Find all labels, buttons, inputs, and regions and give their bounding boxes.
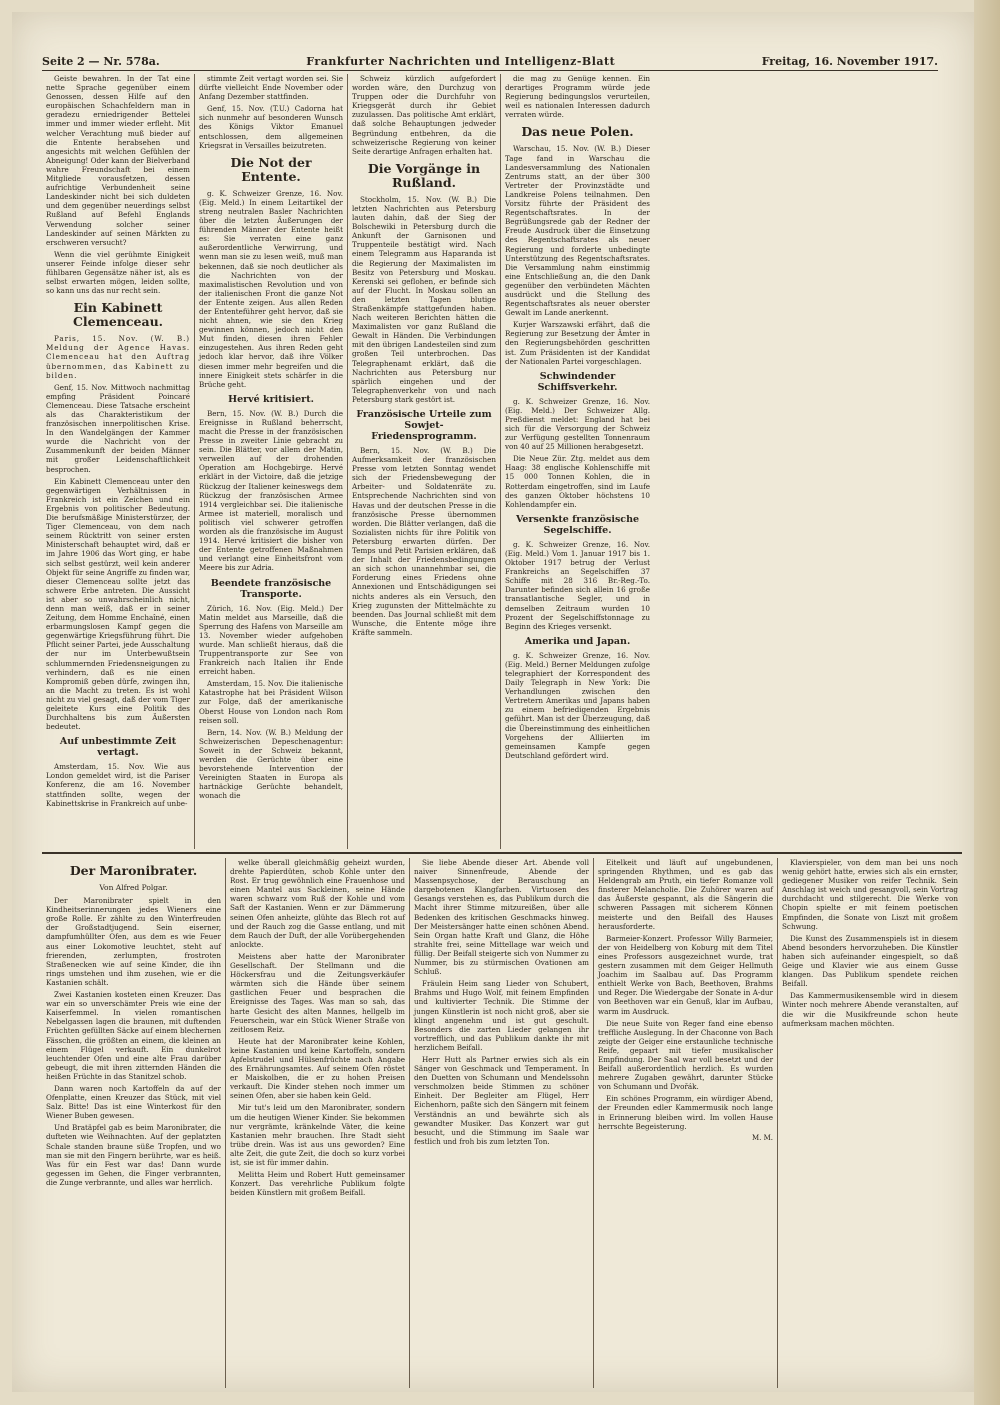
- paragraph: Geiste bewahren. In der Tat eine nette Sprache gegenüber einem Genossen, dessen Hilfe auf den europäischen Schachfeldern man in geradezu erniedrigender Bettelei immer und immer wieder erfleht. Mit welcher Verachtung muß bieder auf die Entente herabsehen und angesichts mit welchen Gefühlen der Abneigung! Oder kann der Bielverband wahre Freundschaft bei einem Mitgliede vorausfetzen, dessen aufrichtige Verbundenheit seine Landeskinder nicht bei sich duldeten und dem gegenüber neuerdings selbst Rußland auf Befehl Englands Verwendung solcher seiner Landeskinder auf seinen Märkten zu erschweren versucht?: [46, 74, 190, 247]
- headline-herve: Hervé kritisiert.: [228, 393, 314, 405]
- newspaper-page: [12, 12, 974, 1392]
- feuilleton-divider: [42, 852, 962, 854]
- paragraph: Herr Hutt als Partner erwies sich als ein Sänger von Geschmack und Temperament. In den Duetten von Schumann und Mendelssohn verschmolzen beide Stimmen zu schöner Einheit. Der Begleiter am Flügel, Herr Eichenhorn, paßte sich den Sängern mit feinem Verständnis an und bewährte sich als gewandter Musiker. Das Konzert war gut besucht, und die Stimmung im Saale war festlich und froh bis zum letzten Ton.: [414, 1054, 589, 1146]
- paragraph: g. K. Schweizer Grenze, 16. Nov. (Eig. Meld.) Vom 1. Januar 1917 bis 1. Oktober 1917 betrug der Verlust Frankreichs an Segelschiffen 37 Schiffe mit 28 316 Br.-Reg.-To. Darunter befinden sich allein 16 große transatlantische Segler, und in demselben Zeitraum wurden 10 Prozent der Segelschiffstonnage zu Beginn des Krieges versenkt.: [505, 539, 650, 631]
- feuilleton-section: [42, 858, 962, 1388]
- paragraph: Eitelkeit und läuft auf ungebundenen, springenden Rhythmen, und es gab das Heldengrab am Pruth, ein tiefer Romanze voll finsterer Melancholie. Die Zuhörer waren auf das Äußerste gespannt, als die Sängerin die schweren Passagen mit sicherem Können meisterte und den Beifall des Hauses herausforderte.: [598, 858, 773, 931]
- masthead-title: Frankfurter Nachrichten und Intelligenz-Blatt: [306, 54, 616, 68]
- headline-transporte: Beendete französische Transporte.: [210, 577, 332, 600]
- paragraph: Sie liebe Abende dieser Art. Abende voll naiver Sinnenfreude, Abende der Massenpsychose, der Berauschung an dargebotenen Klangfarben. Virtuosen des Gesangs verstehen es, das Publikum durch die Macht ihrer Stimme mitzureißen, über alle Bedenken des kritischen Geschmacks hinweg. Der Meistersänger hatte einen schönen Abend. Sein Organ hatte Kraft und Glanz, die Höhe strahlte frei, seine Mittellage war weich und füllig. Der Beifall steigerte sich von Nummer zu Nummer, bis zu stürmischen Ovationen am Schluß.: [414, 858, 589, 977]
- feuilleton-column-4: [594, 858, 778, 1388]
- page-number: Seite 2 — Nr. 578a.: [42, 54, 160, 68]
- feuilleton-title: Der Maronibrater.: [69, 863, 198, 878]
- paragraph: Ein schönes Programm, ein würdiger Abend, der Freunden edler Kammermusik noch lange in Erinnerung bleiben wird. Im vollen Hause herrschte Begeisterung.: [598, 1094, 773, 1131]
- paragraph: Ein Kabinett Clemenceau unter den gegenwärtigen Verhältnissen in Frankreich ist ein Zeichen und ein Ergebnis von politischer Bedeutung. Die berufsmäßige Ministerstürzer, der Tiger Clemenceau, von dem nach seinem Rücktritt von seiner ersten Ministerschaft behauptet wird, daß er im Jahre 1906 das Wort ging, er habe sich selbst gestürzt, weil kein anderer Objekt für seine Angriffe zu finden war, dieser Clemenceau sollte jetzt das schwere Erbe antreten. Die Aussicht ist aber so unwahrscheinlich nicht, denn man weiß, daß er in seiner Zeitung, dem Homme Enchaîné, einen erbarmungslosen Kampf gegen die gegenwärtige Kriegsführung führt. Die Pflicht seiner Partei, jede Ausschaltung der nur im Unterbewußtsein schlummernden Friedensneigungen zu verhindern, daß es nie einen Kompromiß geben dürfe, zwingen ihn, an die Macht zu treten. Es ist wohl nicht zu viel gesagt, daß der vom Tiger geleitete Kurs eine Politik des Durchhaltens bis zum Äußersten bedeutet.: [46, 476, 190, 732]
- paragraph: Amsterdam, 15. Nov. Wie aus London gemeldet wird, ist die Pariser Konferenz, die am 16. November stattfinden sollte, wegen der Kabinettskrise in Frankreich auf unbe-: [46, 762, 190, 808]
- paragraph: Schweiz kürzlich aufgefordert worden wäre, den Durchzug von Truppen oder die Durchfuhr von Kriegsgerät durch ihr Gebiet zuzulassen. Das politische Amt erklärt, daß solche Behauptungen jedweder Begründung entbehren, da die schweizerische Regierung von keiner Seite derartige Anfragen erhalten hat.: [352, 74, 496, 156]
- paragraph: Melitta Heim und Robert Hutt gemeinsamer Konzert. Das verehrliche Publikum folgte beiden Künstlern mit großem Beifall.: [230, 1170, 405, 1198]
- feuilleton-column-2: [226, 858, 410, 1388]
- column-3: [348, 74, 501, 849]
- feuilleton-column-5: [778, 858, 962, 1388]
- page-edge: [974, 0, 1000, 1405]
- paragraph: Warschau, 15. Nov. (W. B.) Dieser Tage fand in Warschau die Landesversammlung des Nationalen Zentrums statt, an der über 300 Vertreter der Provinzstädte und Landkreise Polens teilnahmen. Den Vorsitz führte der Präsident des Regentschaftsrates. In der Begrüßungsrede gab der Redner der Freude Ausdruck über die Einsetzung des Regentschaftsrates als neuer Regierung und forderte unbedingte Unterstützung des Regentschaftsrates. Die Versammlung nahm einstimmig eine Entschließung an, die den Dank gegenüber den verbündeten Mächten ausdrückt und die Stellung des Regentschaftsrates als neuer oberster Gewalt im Lande anerkennt.: [505, 144, 650, 318]
- headline-segelschiffe: Versenkte französische Segelschiffe.: [515, 513, 640, 536]
- headline-kabinett-clemenceau: Ein Kabinett Clemenceau.: [72, 300, 164, 330]
- paragraph: die mag zu Genüge kennen. Ein derartiges Programm würde jede Regierung bedingungslos verurteilen, weil es nationalen Interessen dadurch verraten würde.: [505, 74, 650, 120]
- paragraph: Die Neue Zür. Ztg. meldet aus dem Haag: 38 englische Kohlenschiffe mit 15 000 Tonnen Kohlen, die in Rotterdam eingetroffen, sind im Laufe des ganzen Oktober höchstens 10 Kohlendampfer ein.: [505, 454, 650, 509]
- headline-urteile: Französische Urteile zum Sowjet-Friedensprogramm.: [356, 409, 492, 442]
- paragraph: g. K. Schweizer Grenze, 16. Nov. (Eig. Meld.) In einem Leitartikel der streng neutralen Basler Nachrichten über die letzten Äußerungen der führenden Männer der Entente heißt es: Sie verraten eine ganz außerordentliche Verwirrung, und wenn man sie zu lesen weiß, muß man bekennen, daß sie noch deutlicher als die Nachrichten von der maximalistischen Revolution und von der italienischen Front die ganze Not der Entente zeigen. Aus allen Reden der Ententeführer geht hervor, daß sie nicht ahnen, wie sie den Krieg gewinnen können, jedoch nicht den Mut finden, diesen ihren Fehler einzugestehen. Aus ihren Reden geht jedoch klar hervor, daß ihre Völker diesen immer mehr begreifen und die innere Einigkeit stets schärfer in die Brüche geht.: [199, 188, 343, 389]
- headline-neue-polen: Das neue Polen.: [521, 124, 634, 140]
- paragraph: Bern, 15. Nov. (W. B.) Durch die Ereignisse in Rußland beherrscht, macht die Presse in der französischen Presse in zweiter Linie gebracht zu sein. Die Blätter, vor allem der Matin, verweilen auf der drohenden Operation am Hochgebirge. Hervé erklärt in der Victoire, daß die jetzige Rückzug der Italiener keineswegs dem Rückzug der französischen Armee 1914 vergleichbar sei. Die italienische Armee ist materiell, moralisch und politisch viel schwerer getroffen worden als die französische im August 1914. Hervé kritisiert die bisher von der Entente getroffenen Maßnahmen und verlangt eine Einheitsfront vom Meere bis zur Adria.: [199, 408, 343, 573]
- paragraph: Kurjer Warszawski erfährt, daß die Regierung zur Besetzung der Ämter in den Regierungsbehörden geschritten ist. Zum Präsidenten ist der Kandidat der Nationalen Partei vorgeschlagen.: [505, 320, 650, 366]
- paragraph: Die Kunst des Zusammenspiels ist in diesem Abend besonders hervorzuheben. Die Künstler haben sich aufeinander eingespielt, so daß Geige und Klavier wie aus einem Gusse klangen. Das Publikum spendete reichen Beifall.: [782, 933, 958, 989]
- paragraph: Genf, 15. Nov. Mittwoch nachmittag empfing Präsident Poincaré Clemenceau. Diese Tatsache erscheint als das Charakteristikum der französischen innerpolitischen Krise. In den Wandelgängen der Kammer wurde die Nachricht von der Zusammenkunft der beiden Männer mit großer Leidenschaftlichkeit besprochen.: [46, 382, 190, 474]
- paragraph: Und Bratäpfel gab es beim Maronibrater, die dufteten wie Weihnachten. Auf der geplatzten Schale standen braune süße Tropfen, und wo man sie mit den Fingern berührte, war es heiß. Was für ein Fest war das! Dann wurde gegessen im Gehen, die Finger verbrannten, die Zunge verbrannte, und alles war herrlich.: [46, 1123, 221, 1187]
- paragraph: Fräulein Heim sang Lieder von Schubert, Brahms und Hugo Wolf, mit feinem Empfinden und kultivierter Technik. Die Stimme der jungen Künstlerin ist noch nicht groß, aber sie klingt angenehm und ist gut geschult. Besonders die zarten Lieder gelangen ihr vortrefflich, und das Publikum dankte ihr mit herzlichem Beifall.: [414, 979, 589, 1052]
- paragraph: Heute hat der Maronibrater keine Kohlen, keine Kastanien und keine Kartoffeln, sondern Apfelstrudel und Hülsenfrüchte nach Angabe des Ernährungsamtes. Auf seinem Ofen röstet er Maiskolben, die er zu hohen Preisen verkauft. Die Kinder stehen noch immer um seinen Ofen, aber sie haben kein Geld.: [230, 1036, 405, 1101]
- issue-date: Freitag, 16. November 1917.: [761, 54, 938, 68]
- paragraph: Das Kammermusikensemble wird in diesem Winter noch mehrere Abende veranstalten, auf die wir die Musikfreunde schon heute aufmerksam machen möchten.: [782, 991, 958, 1028]
- paragraph: g. K. Schweizer Grenze, 16. Nov. (Eig. Meld.) Der Schweizer Allg. Preßdienst meldet: England hat bei sich für die Versorgung der Schweiz zur Verfügung gestellten Tonnenraum von 40 auf 25 Millionen herabgesetzt.: [505, 396, 650, 452]
- column-4: [501, 74, 654, 849]
- headline-vertagt: Auf unbestimmte Zeit vertagt.: [59, 736, 177, 759]
- paragraph: Dann waren noch Kartoffeln da auf der Ofenplatte, einen Kreuzer das Stück, mit viel Salz. Bitte! Das ist eine Winterkost für den Wiener Buben gewesen.: [46, 1083, 221, 1121]
- signature: M. M.: [751, 1133, 773, 1142]
- paragraph: Klavierspieler, von dem man bei uns noch wenig gehört hatte, erwies sich als ein ernster, gediegener Musiker von reifer Technik. Sein Anschlag ist weich und gesangvoll, sein Vortrag durchdacht und stilgerecht. Die Werke von Chopin spielte er mit feinem poetischen Empfinden, die Sonate von Liszt mit großem Schwung.: [782, 858, 958, 931]
- byline: Von Alfred Polgar.: [99, 883, 168, 892]
- headline-russland: Die Vorgänge in Rußland.: [367, 160, 481, 190]
- paragraph: Paris, 15. Nov. (W. B.) Meldung der Agence Havas. Clemenceau hat den Auftrag übernommen, das Kabinett zu bilden.: [46, 334, 190, 380]
- paragraph: welke überall gleichmäßig geheizt wurden, drehte Papierdüten, schob Kohle unter den Rost. Er trug gewöhnlich eine Frauenhose und einen Mantel aus Sackleinen, seine Hände waren schwarz vom Ruß der Kohle und vom Saft der Kastanien. Wenn er zur Dämmerung seinen Ofen anheizte, glühte das Blech rot auf und der Rauch zog die Gasse entlang, und mit dem Rauch der Duft, der alle Vorübergehenden anlockte.: [230, 858, 405, 949]
- headline-schiffsverkehr: Schwindender Schiffsverkehr.: [537, 370, 618, 393]
- paragraph: Barmeier-Konzert. Professor Willy Barmeier, der von Heidelberg von Koburg mit dem Titel eines Professors ausgezeichnet wurde, trat gestern zusammen mit dem Geiger Hellmuth Joachim im Saalbau auf. Das Programm enthielt Werke von Bach, Beethoven, Brahms und Reger. Die Wiedergabe der Sonate in A-dur von Beethoven war ein Genuß, klar im Aufbau, warm im Ausdruck.: [598, 933, 773, 1016]
- paragraph: Wenn die viel gerühmte Einigkeit unserer Feinde infolge dieser sehr fühlbaren Gegensätze näher ist, als es selbst erwarten mögen, leiden sollte, so kann uns das nur recht sein.: [46, 249, 190, 296]
- paragraph: Stockholm, 15. Nov. (W. B.) Die letzten Nachrichten aus Petersburg lauten dahin, daß der Sieg der Bolschewiki in Petersburg durch die Ankunft der Garnisonen und Truppenteile bestätigt wird. Nach einem Telegramm aus Haparanda ist die Regierung der Maximalisten im Besitz von Petersburg und Moskau. Kerenski sei geflohen, er befinde sich auf der Flucht. In Moskau sollen an den letzten Tagen blutige Straßenkämpfe stattgefunden haben. Nach weiteren Berichten hätten die Maximalisten vor ganz Rußland die Gewalt in Händen. Die Verbindungen mit den übrigen Landesteilen sind zum großen Teil unterbrochen. Das Telegraphenamt erklärt, daß die Nachrichten aus Petersburg nur spärlich eingehen und der Telegraphenverkehr von und nach Petersburg stark gestört ist.: [352, 194, 496, 404]
- page-header: [42, 52, 938, 71]
- column-2: [195, 74, 348, 849]
- paragraph: Die neue Suite von Reger fand eine ebenso treffliche Auslegung. In der Chaconne von Bach zeigte der Geiger eine erstaunliche technische Reife, gepaart mit tiefer musikalischer Empfindung. Der Saal war voll besetzt und der Beifall außerordentlich herzlich. Es wurden mehrere Zugaben gewährt, darunter Stücke von Schumann und Dvořák.: [598, 1018, 773, 1092]
- feuilleton-column-3: [410, 858, 594, 1388]
- paragraph: stimmte Zeit vertagt worden sei. Sie dürfte vielleicht Ende November oder Anfang Dezember stattfinden.: [199, 74, 343, 102]
- paragraph: Zürich, 16. Nov. (Eig. Meld.) Der Matin meldet aus Marseille, daß die Sperrung des Hafens von Marseille am 13. November wieder aufgehoben wurde. Man schließt hieraus, daß die Truppentransporte zur See von Frankreich nach Italien ihr Ende erreicht haben.: [199, 603, 343, 677]
- upper-section: [42, 74, 962, 849]
- paragraph: Der Maronibrater spielt in den Kindheitserinnerungen jedes Wieners eine große Rolle. Er zählte zu den Winterfreuden der Großstadtjugend. Sein eiserner, dampfumhüllter Ofen, aus dem es wie Feuer aus einer Lokomotive leuchtet, steht auf frierenden, zerlumpten, frostroten Straßenecken wie auf seine Kinder, die ihn rings umstehen und ihm zusehen, wie er die Kastanien schält.: [46, 896, 221, 987]
- paragraph: Amsterdam, 15. Nov. Die italienische Katastrophe hat bei Präsident Wilson zur Folge, daß der amerikanische Oberst House von London nach Rom reisen soll.: [199, 679, 343, 725]
- paragraph: g. K. Schweizer Grenze, 16. Nov. (Eig. Meld.) Berner Meldungen zufolge telegraphiert der Korrespondent des Daily Telegraph in New York: Die Verhandlungen zwischen den Vertretern Amerikas und Japans haben zu einem befriedigenden Ergebnis geführt. Man ist der Überzeugung, daß die Übereinstimmung des einheitlichen Vorgehens der Alliierten im gemeinsamen Kampfe gegen Deutschland gefördert wird.: [505, 650, 650, 760]
- feuilleton-column-1: [42, 858, 226, 1388]
- paragraph: Bern, 14. Nov. (W. B.) Meldung der Schweizerischen Depeschenagentur: Soweit in der Schweiz bekannt, werden die Gerüchte über eine bevorstehende Intervention der Vereinigten Staaten in Europa als hartnäckige Gerüchte behandelt, wonach die: [199, 727, 343, 801]
- paragraph: Mir tut's leid um den Maronibrater, sondern um die heutigen Wiener Kinder. Sie bekommen nur vergrämte, kränkelnde Väter, die keine Kastanien mehr brauchen. Ihre Stadt sieht trübe drein. Was ist aus uns geworden? Eine alte Zeit, die gute Zeit, die doch so kurz vorbei ist, sie ist für immer dahin.: [230, 1103, 405, 1167]
- headline-not-der-entente: Die Not der Entente.: [230, 154, 312, 184]
- paragraph: Zwei Kastanien kosteten einen Kreuzer. Das war ein so unverschämter Preis wie eine der Kaiserfemmel. In vielen romantischen Nebelgassen lagen die braunen, mit duftenden Früchten gefüllten Säcke auf einem blechernen Fässchen, die größten an einem, die kleinen an einem Flügel verkauft. Ein dunkelrot leuchtender Ofen und eine alte Frau darüber gebeugt, die mit ihren zitternden Händen die heißen Früchte in das Stanitzel schob.: [46, 990, 221, 1081]
- paragraph: Bern, 15. Nov. (W. B.) Die Aufmerksamkeit der französischen Presse vom letzten Sonntag wendet sich der Friedensbewegung der Arbeiter- und Soldatenräte zu. Entsprechende Nachrichten sind von Havas und der deutschen Presse in die französische Presse übernommen worden. Die Blätter verlangen, daß die Sozialisten nichts für ihre Politik von Petersburg erwarten dürfen. Der Temps und Petit Parisien erklären, daß der Inhalt der Friedensbedingungen an sich schon unannehmbar sei, die Forderung eines Friedens ohne Annexionen und Entschädigungen sei nichts anderes als ein Versuch, den Krieg zugunsten der Mittelmächte zu beenden. Das Journal schließt mit dem Wunsche, die Entente möge ihre Kräfte sammeln.: [352, 446, 496, 637]
- column-1: [42, 74, 195, 849]
- headline-amerika-japan: Amerika und Japan.: [524, 635, 631, 647]
- paragraph: Genf, 15. Nov. (T.U.) Cadorna hat sich nunmehr auf besonderen Wunsch des Königs Viktor Emanuel entschlossen, dem allgemeinen Kriegsrat in Versailles beizutreten.: [199, 104, 343, 150]
- paragraph: Meistens aber hatte der Maronibrater Gesellschaft. Der Stellmann und die Höckersfrau und die Zeitungsverkäufer wärmten sich die Hände über seinem gastlichen Feuer und besprachen die Ereignisse des Tages. Was man so sah, das harte Gesicht des alten Mannes, hellgelb im Feuerschein, war ein Stück Wiener Straße von zeitlosem Reiz.: [230, 951, 405, 1034]
